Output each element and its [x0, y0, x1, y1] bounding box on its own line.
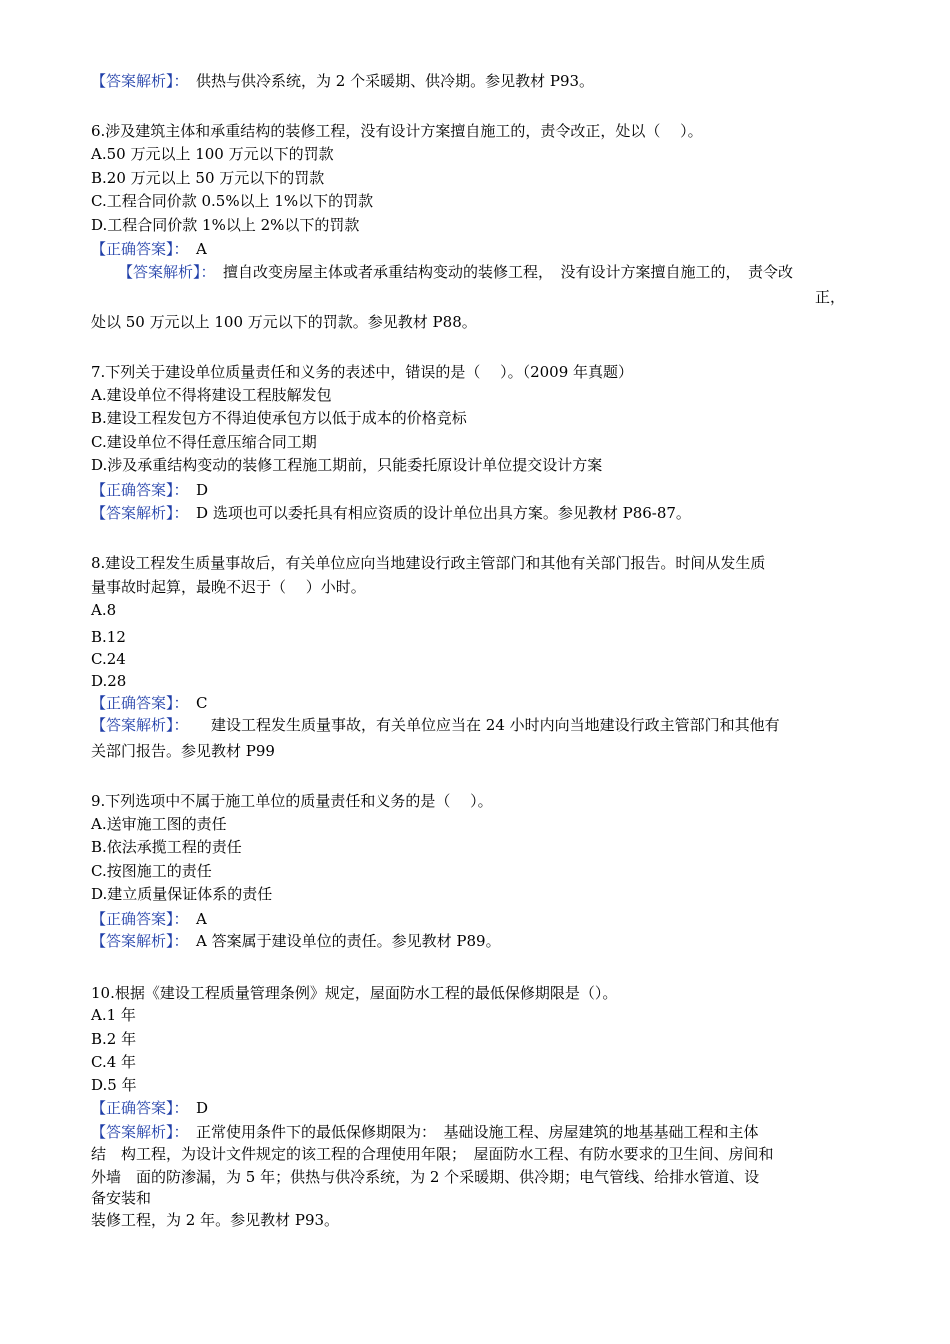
question-10-option-d: D.5 年 — [91, 1076, 137, 1094]
question-6-answer-row — [91, 238, 207, 260]
answer-value: A — [196, 910, 207, 928]
question-8-option-a: A.8 — [91, 601, 117, 619]
analysis-text: 正常使用条件下的最低保修期限为： 基础设施工程、房屋建筑的地基基础工程和主体 — [196, 1123, 759, 1141]
question-6-option-a: A.50 万元以上 100 万元以下的罚款 — [91, 145, 334, 163]
analysis-text: 供热与供冷系统，为 2 个采暖期、供冷期。参见教材 P93。 — [196, 72, 595, 90]
question-10-option-a: A.1 年 — [91, 1006, 136, 1024]
question-7-option-b: B.建设工程发包方不得迫使承包方以低于成本的价格竞标 — [91, 409, 467, 427]
question-9-option-b: B.依法承揽工程的责任 — [91, 838, 242, 856]
analysis-label: 【答案解析】： — [118, 263, 209, 281]
question-7-answer-row — [91, 479, 208, 501]
question-6-analysis-line-3: 处以 50 万元以上 100 万元以下的罚款。参见教材 P88。 — [91, 313, 477, 331]
analysis-label: 【答案解析】： — [91, 932, 182, 950]
analysis-label: 【答案解析】： — [91, 1123, 182, 1141]
question-8-analysis-line-2: 关部门报告。参见教材 P99 — [91, 742, 275, 760]
question-9-option-a: A.送审施工图的责任 — [91, 815, 227, 833]
question-7-option-c: C.建设单位不得任意压缩合同工期 — [91, 433, 317, 451]
question-10-analysis-row — [91, 1121, 759, 1143]
question-8-option-c: C.24 — [91, 650, 126, 668]
answer-label: 【正确答案】： — [91, 910, 182, 928]
question-8-option-d: D.28 — [91, 672, 127, 690]
question-9-answer-row — [91, 908, 207, 930]
question-6-stem: 6.涉及建筑主体和承重结构的装修工程，没有设计方案擅自施工的，责令改正，处以（ ）。 — [91, 122, 703, 140]
question-6-option-b: B.20 万元以上 50 万元以下的罚款 — [91, 169, 325, 187]
question-10-answer-row — [91, 1097, 208, 1119]
question-8-stem-line-2: 量事故时起算，最晚不迟于（ ）小时。 — [91, 578, 366, 596]
analysis-text: 建设工程发生质量事故，有关单位应当在 24 小时内向当地建设行政主管部门和其他有 — [211, 716, 780, 734]
question-10-analysis-line-4: 备安装和 — [91, 1189, 152, 1207]
question-6-option-c: C.工程合同价款 0.5%以上 1%以下的罚款 — [91, 192, 374, 210]
question-8-option-b: B.12 — [91, 628, 126, 646]
answer-value: D — [196, 481, 209, 499]
analysis-label: 【答案解析】： — [91, 72, 182, 90]
answer-value: C — [196, 694, 208, 712]
question-9-stem: 9.下列选项中不属于施工单位的质量责任和义务的是（ ）。 — [91, 792, 493, 810]
answer-label: 【正确答案】： — [91, 240, 182, 258]
analysis-text: A 答案属于建设单位的责任。参见教材 P89。 — [196, 932, 501, 950]
answer-label: 【正确答案】： — [91, 1099, 182, 1117]
question-8-stem-line-1: 8.建设工程发生质量事故后，有关单位应向当地建设行政主管部门和其他有关部门报告。时间从发生质 — [91, 554, 766, 572]
analysis-text: 擅自改变房屋主体或者承重结构变动的装修工程， 没有设计方案擅自施工的， 责令改 — [223, 263, 794, 281]
answer-label: 【正确答案】： — [91, 694, 182, 712]
answer-value: D — [196, 1099, 209, 1117]
answer-value: A — [196, 240, 207, 258]
analysis-label: 【答案解析】： — [91, 716, 182, 734]
question-9-option-d: D.建立质量保证体系的责任 — [91, 885, 273, 903]
question-10-analysis-line-2: 结 构工程，为设计文件规定的该工程的合理使用年限； 屋面防水工程、有防水要求的卫生间、房间和 — [91, 1145, 774, 1163]
question-10-option-b: B.2 年 — [91, 1030, 137, 1048]
analysis-label: 【答案解析】： — [91, 504, 182, 522]
question-10-option-c: C.4 年 — [91, 1053, 137, 1071]
question-7-option-a: A.建设单位不得将建设工程肢解发包 — [91, 386, 332, 404]
question-8-answer-row — [91, 692, 208, 714]
question-6-analysis-row — [118, 261, 793, 283]
question-6-analysis-line-2: 正， — [815, 288, 846, 306]
question-7-analysis-row — [91, 502, 691, 524]
question-6-option-d: D.工程合同价款 1%以上 2%以下的罚款 — [91, 216, 360, 234]
question-9-analysis-row — [91, 930, 501, 952]
question-10-analysis-line-5: 装修工程，为 2 年。参见教材 P93。 — [91, 1211, 340, 1229]
question-10-analysis-line-3: 外墙 面的防渗漏，为 5 年；供热与供冷系统，为 2 个采暖期、供冷期；电气管线、给排水管道、设 — [91, 1168, 760, 1186]
question-7-stem: 7.下列关于建设单位质量责任和义务的表述中，错误的是（ ）。（2009 年真题） — [91, 363, 634, 381]
question-9-option-c: C.按图施工的责任 — [91, 862, 212, 880]
question-10-stem: 10.根据《建设工程质量管理条例》规定，屋面防水工程的最低保修期限是（）。 — [91, 984, 618, 1002]
question-8-analysis-row — [91, 714, 780, 736]
analysis-text: D 选项也可以委托具有相应资质的设计单位出具方案。参见教材 P86-87。 — [196, 504, 691, 522]
answer-label: 【正确答案】： — [91, 481, 182, 499]
analysis-row-top — [91, 70, 594, 92]
question-7-option-d: D.涉及承重结构变动的装修工程施工期前，只能委托原设计单位提交设计方案 — [91, 456, 603, 474]
